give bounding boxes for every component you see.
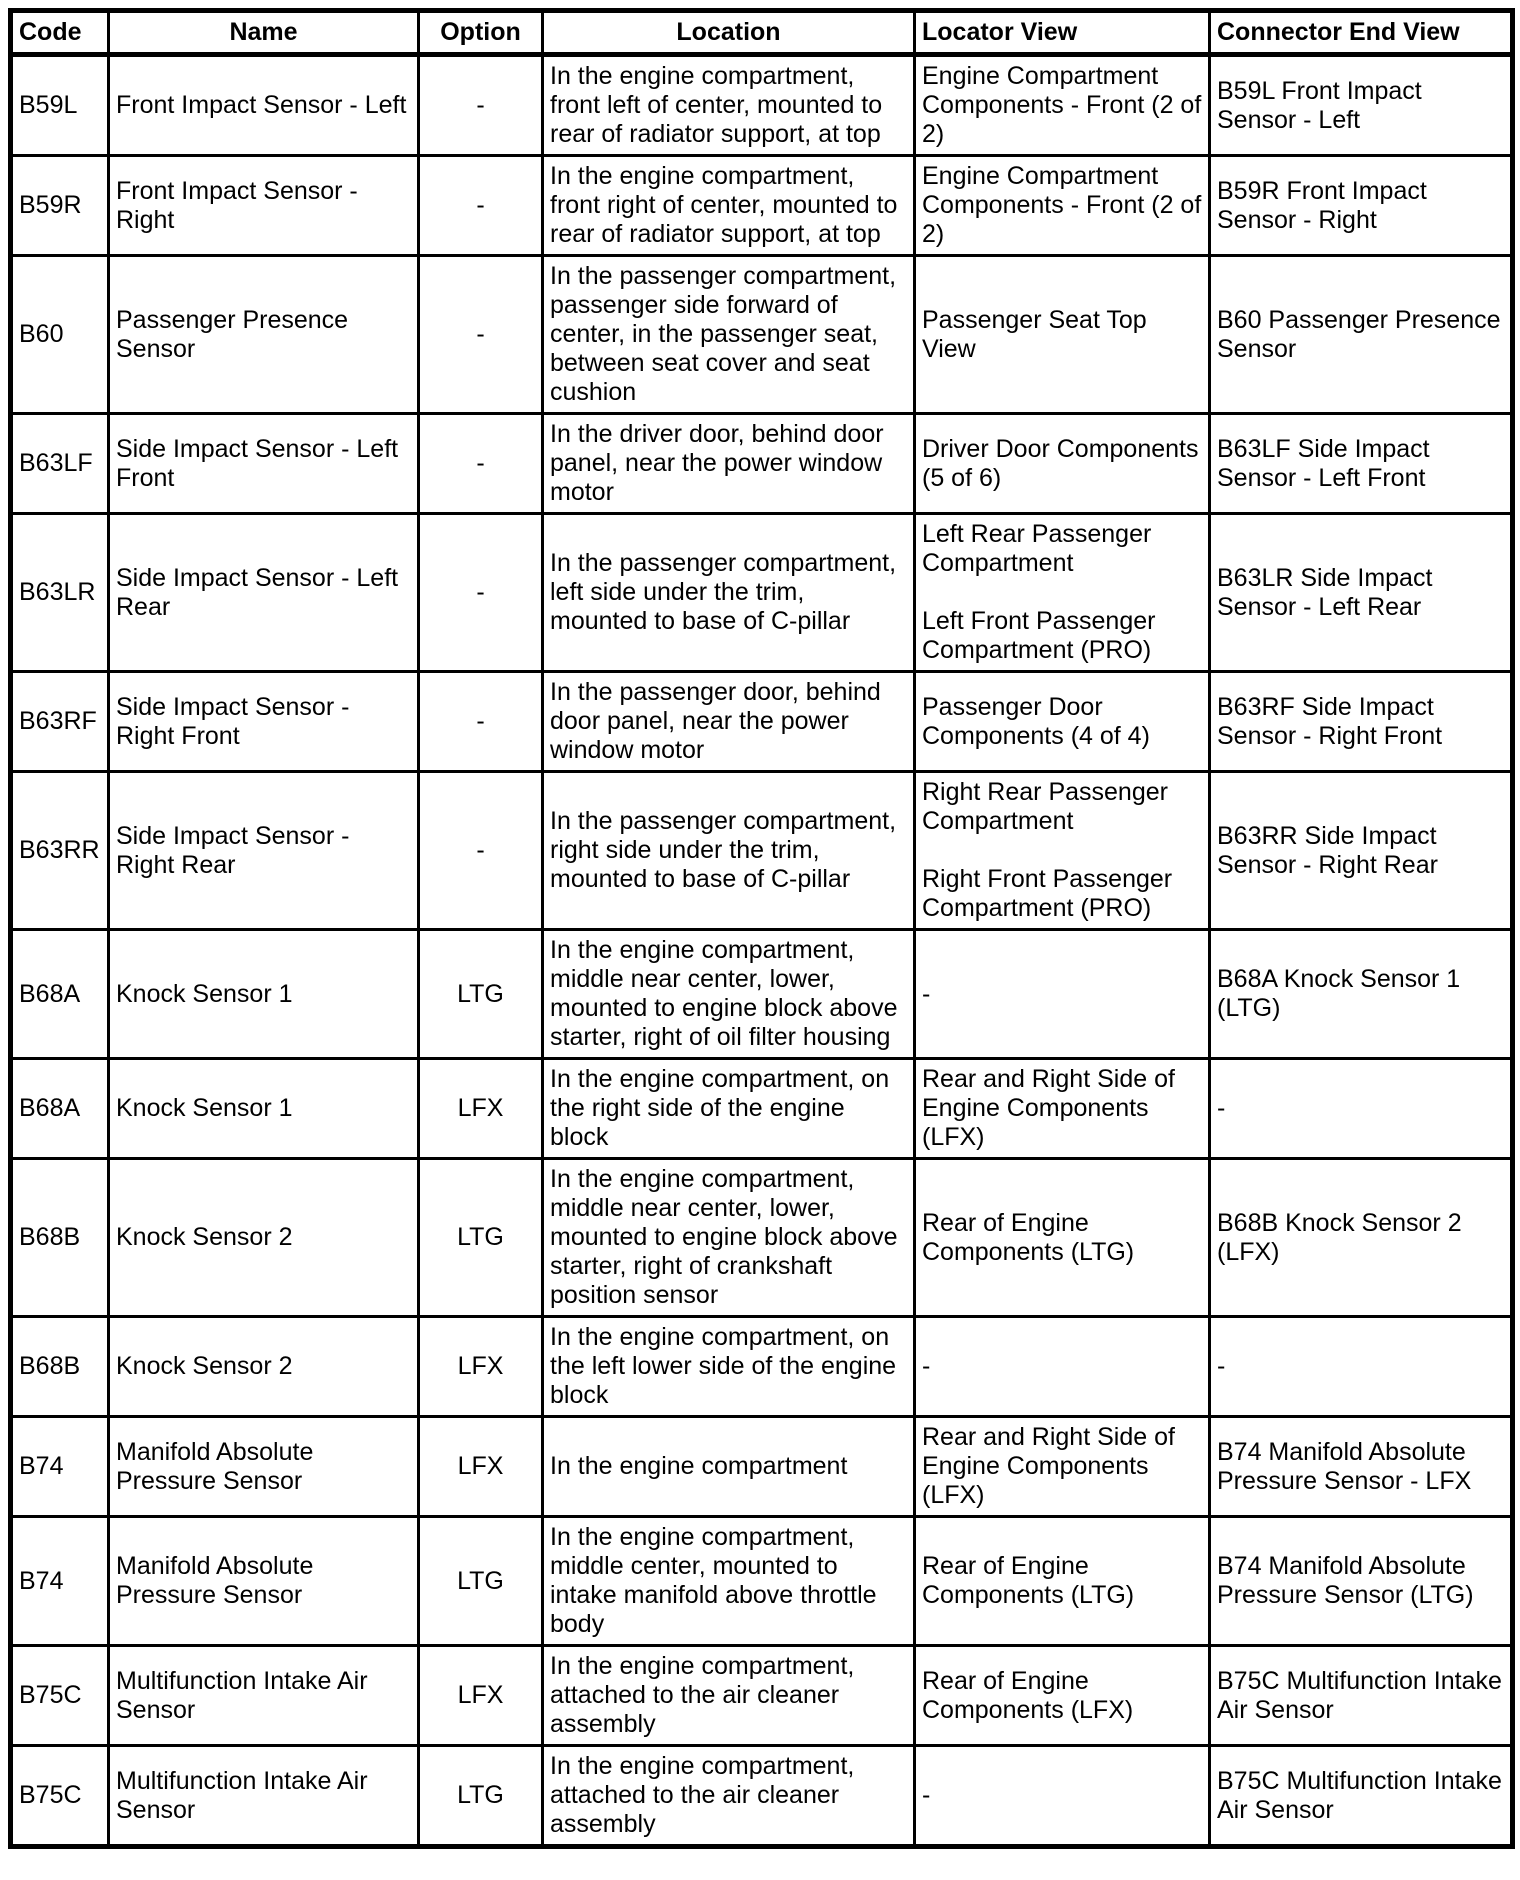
table-row	[11, 55, 1513, 156]
cell-text: LFX	[457, 1452, 504, 1480]
cell-name	[109, 414, 419, 514]
cell-connector-end-view	[1210, 1646, 1513, 1746]
cell-text: Right Front Passenger Compartment (PRO)	[922, 865, 1173, 922]
header-location: Location	[543, 11, 915, 55]
cell-location	[543, 1746, 915, 1847]
table-row	[11, 1317, 1513, 1417]
cell-text: B75C Multifunction Intake Air Sensor	[1217, 1766, 1502, 1824]
cell-connector-end-view	[1210, 1159, 1513, 1317]
cell-location	[543, 156, 915, 256]
cell-option	[419, 1317, 543, 1417]
header-row	[11, 11, 1513, 55]
cell-text: Engine Compartment Components - Front (2 of 2)	[922, 62, 1202, 148]
cell-locator-view	[915, 1746, 1210, 1847]
cell-name	[109, 1317, 419, 1417]
cell-text: Manifold Absolute Pressure Sensor	[116, 1552, 314, 1609]
cell-text: B74	[19, 1566, 64, 1595]
table-row	[11, 1059, 1513, 1159]
cell-name	[109, 514, 419, 672]
cell-text: In the engine compartment, middle near center, lower, mounted to engine block above starter, right of crankshaft position sensor	[550, 1165, 898, 1309]
cell-locator-view	[915, 930, 1210, 1059]
cell-locator-view	[915, 1059, 1210, 1159]
cell-text: Passenger Door Components (4 of 4)	[922, 692, 1150, 750]
cell-code	[11, 55, 109, 156]
cell-connector-end-view	[1210, 256, 1513, 414]
cell-option	[419, 1746, 543, 1847]
cell-text: In the engine compartment, on the left lower side of the engine block	[550, 1323, 897, 1409]
cell-text: B63RR Side Impact Sensor - Right Rear	[1217, 821, 1438, 879]
cell-text: B59L	[19, 91, 78, 119]
cell-option	[419, 414, 543, 514]
cell-locator-view	[915, 514, 1210, 672]
cell-text: B74 Manifold Absolute Pressure Sensor - LFX	[1217, 1437, 1472, 1495]
cell-code	[11, 1417, 109, 1517]
cell-text: B63RF	[19, 707, 97, 735]
cell-text: Left Front Passenger Compartment (PRO)	[922, 607, 1156, 664]
cell-option	[419, 1646, 543, 1746]
cell-text: B60 Passenger Presence Sensor	[1217, 305, 1501, 363]
cell-text: B60	[19, 320, 64, 348]
cell-option	[419, 514, 543, 672]
cell-option	[419, 1417, 543, 1517]
cell-location	[543, 1517, 915, 1646]
cell-option	[419, 1059, 543, 1159]
cell-text: Manifold Absolute Pressure Sensor	[116, 1437, 314, 1495]
cell-location	[543, 256, 915, 414]
table-row	[11, 1746, 1513, 1847]
cell-text: In the engine compartment, front left of center, mounted to rear of radiator support, at top	[550, 62, 883, 148]
table-row	[11, 1417, 1513, 1517]
cell-text: Side Impact Sensor - Left Front	[116, 434, 399, 492]
cell-text: Knock Sensor 2	[116, 1223, 293, 1251]
cell-text: B59R Front Impact Sensor - Right	[1217, 176, 1427, 234]
cell-name	[109, 256, 419, 414]
cell-connector-end-view	[1210, 1746, 1513, 1847]
cell-connector-end-view	[1210, 156, 1513, 256]
header-option: Option	[419, 11, 543, 55]
cell-code	[11, 772, 109, 930]
cell-text: -	[1217, 1352, 1226, 1380]
cell-locator-view	[915, 1646, 1210, 1746]
cell-locator-view	[915, 55, 1210, 156]
cell-locator-view	[915, 1517, 1210, 1646]
cell-text: LFX	[457, 1352, 504, 1380]
cell-text: -	[476, 836, 485, 864]
cell-text: Multifunction Intake Air Sensor	[116, 1666, 368, 1724]
cell-text: B75C	[19, 1681, 82, 1709]
cell-option	[419, 1517, 543, 1646]
cell-connector-end-view	[1210, 55, 1513, 156]
cell-text: In the engine compartment	[550, 1452, 848, 1480]
cell-text: LFX	[457, 1681, 504, 1709]
cell-text: In the passenger door, behind door panel, near the power window motor	[550, 678, 881, 764]
cell-code	[11, 1317, 109, 1417]
cell-text: In the engine compartment, on the right side of the engine block	[550, 1065, 890, 1151]
cell-name	[109, 1517, 419, 1646]
cell-name	[109, 930, 419, 1059]
table-row	[11, 930, 1513, 1059]
table-row	[11, 672, 1513, 772]
cell-locator-view	[915, 1417, 1210, 1517]
cell-text: B63RF Side Impact Sensor - Right Front	[1217, 692, 1443, 750]
cell-connector-end-view	[1210, 1417, 1513, 1517]
cell-text: -	[922, 1781, 931, 1809]
table-row	[11, 414, 1513, 514]
cell-code	[11, 156, 109, 256]
cell-option	[419, 55, 543, 156]
cell-text: LTG	[457, 1781, 504, 1809]
table-row	[11, 156, 1513, 256]
cell-text: Passenger Seat Top View	[922, 305, 1147, 363]
cell-text: -	[476, 707, 485, 735]
cell-text: -	[476, 320, 485, 348]
cell-text: B75C	[19, 1781, 82, 1809]
cell-text: Front Impact Sensor - Right	[116, 176, 358, 234]
cell-text: Rear of Engine Components (LFX)	[922, 1666, 1134, 1724]
cell-option	[419, 1159, 543, 1317]
cell-locator-view	[915, 414, 1210, 514]
cell-location	[543, 1317, 915, 1417]
cell-text: Rear and Right Side of Engine Components (LFX)	[922, 1065, 1175, 1151]
cell-text: -	[476, 191, 485, 219]
table-body	[11, 55, 1513, 1847]
cell-locator-view	[915, 1159, 1210, 1317]
cell-code	[11, 672, 109, 772]
cell-text: Knock Sensor 1	[116, 979, 293, 1008]
cell-connector-end-view	[1210, 514, 1513, 672]
cell-location	[543, 414, 915, 514]
cell-connector-end-view	[1210, 772, 1513, 930]
cell-text: Left Rear Passenger Compartment	[922, 520, 1152, 577]
cell-text: In the passenger compartment, left side under the trim, mounted to base of C-pillar	[550, 549, 897, 635]
cell-name	[109, 156, 419, 256]
cell-text: Side Impact Sensor - Right Rear	[116, 821, 350, 879]
table-row	[11, 256, 1513, 414]
cell-text: Knock Sensor 1	[116, 1094, 293, 1122]
cell-connector-end-view	[1210, 414, 1513, 514]
cell-code	[11, 1646, 109, 1746]
table-row	[11, 1646, 1513, 1746]
cell-text: LTG	[457, 1223, 504, 1251]
cell-text: B63RR	[19, 836, 100, 864]
cell-code	[11, 1159, 109, 1317]
table-header	[11, 11, 1513, 55]
cell-text: Side Impact Sensor - Right Front	[116, 692, 350, 750]
cell-text: In the engine compartment, front right of center, mounted to rear of radiator support, at top	[550, 162, 898, 248]
cell-name	[109, 1646, 419, 1746]
cell-text: In the engine compartment, middle center, mounted to intake manifold above throttle body	[550, 1523, 877, 1638]
cell-text: Multifunction Intake Air Sensor	[116, 1766, 368, 1824]
cell-text: Side Impact Sensor - Left Rear	[116, 563, 399, 621]
header-connector-end-view: Connector End View	[1210, 11, 1513, 55]
header-code: Code	[11, 11, 109, 55]
cell-name	[109, 55, 419, 156]
cell-name	[109, 1059, 419, 1159]
cell-text: -	[922, 1352, 931, 1380]
cell-option	[419, 256, 543, 414]
cell-text: B74 Manifold Absolute Pressure Sensor (LTG)	[1217, 1552, 1474, 1609]
cell-text: B68B	[19, 1352, 81, 1380]
cell-text: B63LF Side Impact Sensor - Left Front	[1217, 434, 1430, 492]
cell-text: Rear of Engine Components (LTG)	[922, 1552, 1135, 1609]
cell-text: In the engine compartment, middle near center, lower, mounted to engine block above starter, right of oil filter housing	[550, 936, 898, 1051]
cell-location	[543, 1159, 915, 1317]
cell-location	[543, 1059, 915, 1159]
cell-text: B68A	[19, 1094, 81, 1122]
cell-text: B59L Front Impact Sensor - Left	[1217, 76, 1422, 134]
cell-text: B63LF	[19, 449, 93, 477]
cell-text: In the passenger compartment, right side under the trim, mounted to base of C-pillar	[550, 807, 897, 893]
cell-connector-end-view	[1210, 1059, 1513, 1159]
table-row	[11, 1517, 1513, 1646]
cell-text: -	[922, 979, 931, 1008]
cell-name	[109, 1159, 419, 1317]
cell-option	[419, 772, 543, 930]
cell-text: -	[476, 449, 485, 477]
table-row	[11, 514, 1513, 672]
cell-text: LTG	[457, 1566, 504, 1595]
cell-name	[109, 1746, 419, 1847]
cell-text: Right Rear Passenger Compartment	[922, 778, 1168, 835]
cell-name	[109, 1417, 419, 1517]
cell-text: In the engine compartment, attached to the air cleaner assembly	[550, 1652, 855, 1738]
cell-location	[543, 772, 915, 930]
cell-locator-view	[915, 772, 1210, 930]
cell-text: LTG	[457, 979, 504, 1008]
cell-connector-end-view	[1210, 930, 1513, 1059]
cell-text: Rear and Right Side of Engine Components (LFX)	[922, 1423, 1175, 1509]
cell-code	[11, 256, 109, 414]
cell-text: Front Impact Sensor - Left	[116, 91, 407, 119]
header-locator-view: Locator View	[915, 11, 1210, 55]
cell-text: In the passenger compartment, passenger side forward of center, in the passenger seat, between seat cover and seat cushion	[550, 262, 897, 406]
table-row	[11, 772, 1513, 930]
cell-connector-end-view	[1210, 1517, 1513, 1646]
table-row	[11, 1159, 1513, 1317]
cell-text: B75C Multifunction Intake Air Sensor	[1217, 1666, 1502, 1724]
cell-text: Passenger Presence Sensor	[116, 305, 349, 363]
cell-text: B68A	[19, 979, 81, 1008]
cell-text: LFX	[457, 1094, 504, 1122]
cell-option	[419, 156, 543, 256]
cell-code	[11, 514, 109, 672]
cell-text: -	[476, 578, 485, 606]
cell-locator-view	[915, 156, 1210, 256]
cell-text: B68B	[19, 1223, 81, 1251]
cell-location	[543, 1646, 915, 1746]
cell-text: B59R	[19, 191, 82, 219]
cell-text: -	[1217, 1094, 1226, 1122]
cell-location	[543, 672, 915, 772]
cell-location	[543, 514, 915, 672]
cell-locator-view	[915, 672, 1210, 772]
cell-text: Rear of Engine Components (LTG)	[922, 1208, 1135, 1266]
cell-text: Knock Sensor 2	[116, 1352, 293, 1380]
cell-location	[543, 930, 915, 1059]
cell-code	[11, 1517, 109, 1646]
cell-text: Driver Door Components (5 of 6)	[922, 434, 1199, 492]
header-name: Name	[109, 11, 419, 55]
cell-connector-end-view	[1210, 1317, 1513, 1417]
cell-text: B68B Knock Sensor 2 (LFX)	[1217, 1208, 1462, 1266]
cell-code	[11, 414, 109, 514]
connector-end-view-table	[8, 8, 1515, 1849]
cell-code	[11, 1059, 109, 1159]
cell-code	[11, 930, 109, 1059]
cell-location	[543, 1417, 915, 1517]
cell-text: B68A Knock Sensor 1 (LTG)	[1217, 965, 1461, 1022]
cell-text: B63LR Side Impact Sensor - Left Rear	[1217, 563, 1433, 621]
cell-text: B63LR	[19, 578, 96, 606]
cell-name	[109, 672, 419, 772]
cell-option	[419, 930, 543, 1059]
cell-text: B74	[19, 1452, 64, 1480]
cell-code	[11, 1746, 109, 1847]
cell-location	[543, 55, 915, 156]
cell-connector-end-view	[1210, 672, 1513, 772]
cell-name	[109, 772, 419, 930]
cell-locator-view	[915, 256, 1210, 414]
cell-text: Engine Compartment Components - Front (2 of 2)	[922, 162, 1202, 248]
cell-locator-view	[915, 1317, 1210, 1417]
cell-text: In the driver door, behind door panel, near the power window motor	[550, 420, 884, 506]
cell-option	[419, 672, 543, 772]
cell-text: -	[476, 91, 485, 119]
cell-text: In the engine compartment, attached to the air cleaner assembly	[550, 1752, 855, 1838]
